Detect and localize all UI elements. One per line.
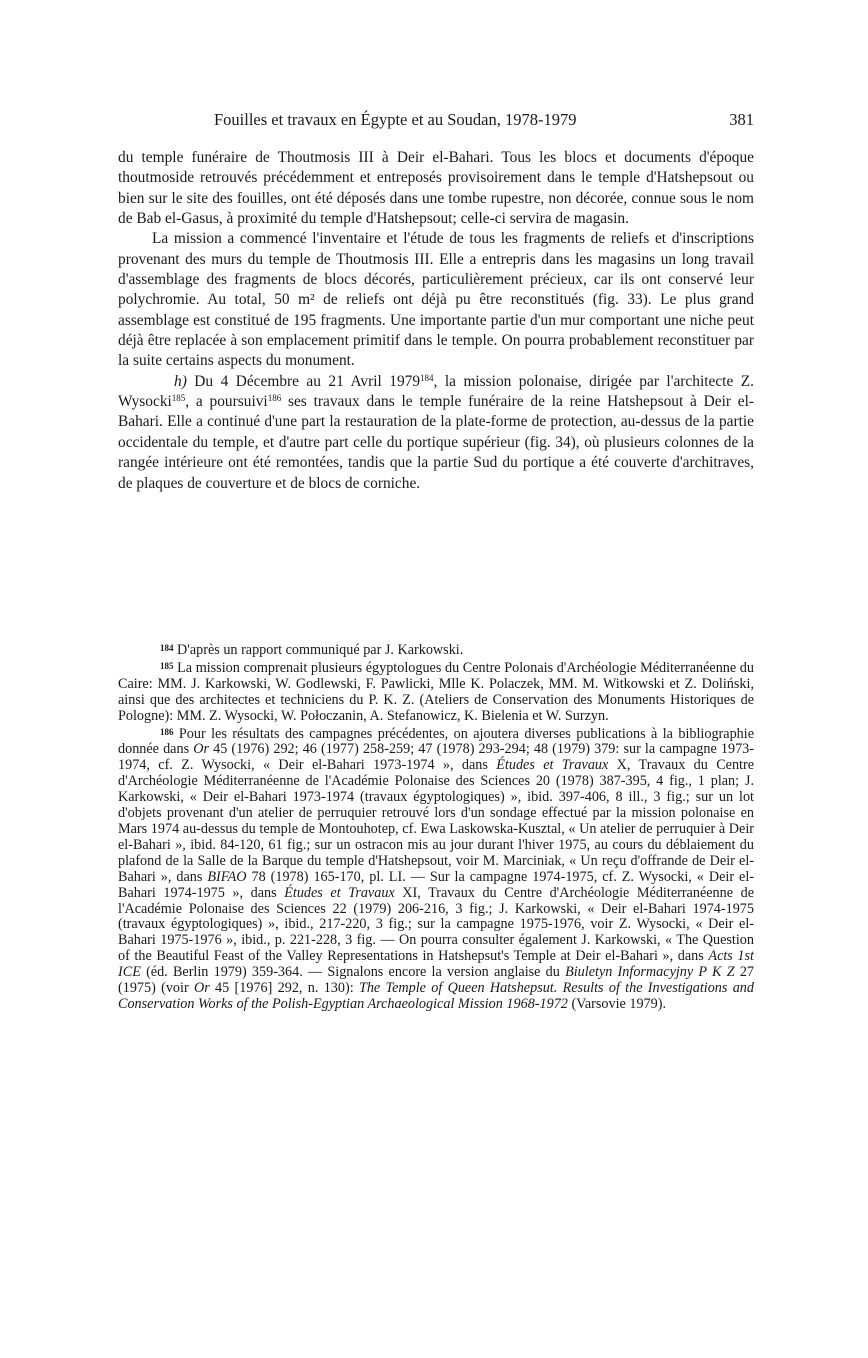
footnote-184: [118, 641, 754, 659]
journal-etudes-et-travaux: Études et Travaux: [496, 757, 609, 774]
footnote-ref-186[interactable]: 186: [267, 393, 282, 404]
footnote-186: [118, 725, 754, 1013]
footnote-text: (Varsovie 1979).: [567, 995, 666, 1012]
journal-etudes-et-travaux: Études et Travaux: [284, 884, 395, 901]
footnote-number: 185: [160, 660, 174, 671]
journal-acts: Acts 1st ICE: [118, 948, 754, 981]
main-text: [118, 148, 754, 494]
running-title: Fouilles et travaux en Égypte et au Soudan, 1978-1979: [214, 110, 577, 129]
paragraph-3-text-a: Du 4 Décembre au 21 Avril 1979: [186, 372, 421, 390]
journal-biuletyn: Biuletyn Informacyjny P K Z: [565, 964, 735, 981]
footnote-ref-184[interactable]: 184: [420, 372, 434, 383]
footnote-185: [118, 659, 754, 725]
running-header: [118, 110, 754, 134]
footnote-text: D'après un rapport communiqué par J. Karkowski.: [173, 642, 464, 658]
page-number: 381: [729, 110, 754, 129]
footnote-ref-185[interactable]: 185: [171, 393, 186, 404]
footnote-text: (éd. Berlin 1979) 359-364. — Signalons encore la version anglaise du: [140, 964, 566, 981]
footnote-text: 45 (1976) 292; 46 (1977) 258-259; 47 (1978) 293-294; 48 (1979) 379: sur la campagne 1973-1974, cf. Z. Wysocki, « Deir el-Bahari 1973-1974 », dans: [118, 741, 754, 774]
paragraph-2: La mission a commencé l'inventaire et l'étude de tous les fragments de reliefs et d'inscriptions provenant des murs du temple de Thoutmosis III. Elle a entrepris dans les magasins un long travail d'assemblage des fragments de blocs décorés, particulièrement précieux, car ils ont conservé leur polychromie. Au total, 50 m² de reliefs ont déjà pu être reconstitués (fig. 33). Le plus grand assemblage est constitué de 195 fragments. Une importante partie d'un mur comportant une niche peut déjà être replacée à son emplacement primitif dans le temple. On pourra probablement reconstituer par la suite certains aspects du monument.: [118, 230, 754, 370]
section-letter: h): [174, 372, 187, 390]
footnote-text: 45 [1976] 292, n. 130):: [209, 980, 359, 997]
publication-title: The Temple of Queen Hatshepsut. Results of the Investigations and Conservation Works of the Polish-Egyptian Archaeological Mission 1968-1972: [118, 980, 754, 1012]
paragraph-3-text-b: , la mission polonaise, dirigée par l'architecte Z. Wysocki: [118, 372, 754, 411]
footnote-text: La mission comprenait plusieurs égyptologues du Centre Polonais d'Archéologie Méditerranéenne du Caire: MM. J. Karkowski, W. Godlewski, F. Pawlicki, Mlle K. Polaczek, MM. M. Witkowski et Z. Doliński, ainsi que des architectes et techniciens du P. K. Z. (Ateliers de Conservation des Monuments Historiques de Pologne): MM. Z. Wysocki, W. Połoczanin, A. Stefanowicz, K. Bielenia et W. Surzyn.: [118, 659, 754, 724]
footnote-text: 27 (1975) (voir: [118, 964, 755, 997]
footnote-text: X, Travaux du Centre d'Archéologie Méditerranéenne de l'Académie Polonaise des Sciences 20 (1978) 387-395, 4 fig., 1 plan; J. Karkowski, « Deir el-Bahari 1973-1974 (travaux égyptologiques) », ibid. 397-406, 8 ill., 3 fig.; sur un lot d'objets provenant d'un atelier de perruquier retrouvé lors d'un sondage effectué par la mission polonaise en Mars 1974 au-dessus du temple de Montouhotep, cf. Ewa Laskowska-Kusztal, « Un atelier de perruquier à Deir el-Bahari », ibid. 84-120, 61 fig.; sur un ostracon mis au jour durant l'hiver 1975, au cours du déblaiement du plafond de la Salle de la Barque du temple d'Hatshepsout, voir M. Marciniak, « Un reçu d'offrande de Deir el-Bahari », dans: [118, 757, 755, 885]
paragraph-1: du temple funéraire de Thoutmosis III à Deir el-Bahari. Tous les blocs et documents d'époque thoutmoside retrouvés précédemment et entreposés provisoirement dans le temple d'Hatshepsout ou bien sur le site des fouilles, ont été déposés dans une tombe rupestre, non décorée, connue sous le nom de Bab el-Gasus, à proximité du temple d'Hatshepsout; celle-ci servira de magasin.: [118, 149, 754, 228]
footnote-number: 186: [160, 726, 174, 737]
paragraph-3-text-c: , a poursuivi: [185, 393, 268, 411]
paragraph-3-text-d: ses travaux dans le temple funéraire de la reine Hatshepsout à Deir el-Bahari. Elle a continué d'une part la restauration de la plate-forme de protection, au-dessus de la partie occidentale du temple, et d'autre part celle du portique supérieur (fig. 34), où plusieurs colonnes de la rangée intérieure ont été remontées, tandis que la partie Sud du portique a été couverte d'architraves, de plaques de couverture et de blocs de corniche.: [118, 393, 754, 492]
footnotes: [118, 641, 754, 1013]
journal-bifao: BIFAO: [207, 868, 247, 885]
footnote-number: 184: [160, 643, 174, 653]
journal-or: Or: [193, 741, 209, 758]
footnote-text: XI, Travaux du Centre d'Archéologie Méditerranéenne de l'Académie Polonaise des Sciences 22 (1979) 206-216, 3 fig.; J. Karkowski, « Deir el-Bahari 1974-1975 (travaux égyptologiques) », ibid., 217-220, 3 fig.; sur la campagne 1975-1976, voir Z. Wysocki, « Deir el-Bahari 1975-1976 », ibid., p. 221-228, 3 fig. — On pourra consulter également J. Karkowski, « The Question of the Beautiful Feast of the Valley Representations in Hatshepsut's Temple at Deir el-Bahari », dans: [118, 884, 754, 965]
footnote-text: 78 (1978) 165-170, pl. LI. — Sur la campagne 1974-1975, cf. Z. Wysocki, « Deir el-Bahari 1974-1975 », dans: [118, 868, 754, 901]
footnote-text: Pour les résultats des campagnes précédentes, on ajoutera diverses publications à la bibliographie donnée dans: [118, 725, 754, 758]
journal-or: Or: [193, 980, 210, 997]
paragraph-3: [118, 372, 754, 494]
